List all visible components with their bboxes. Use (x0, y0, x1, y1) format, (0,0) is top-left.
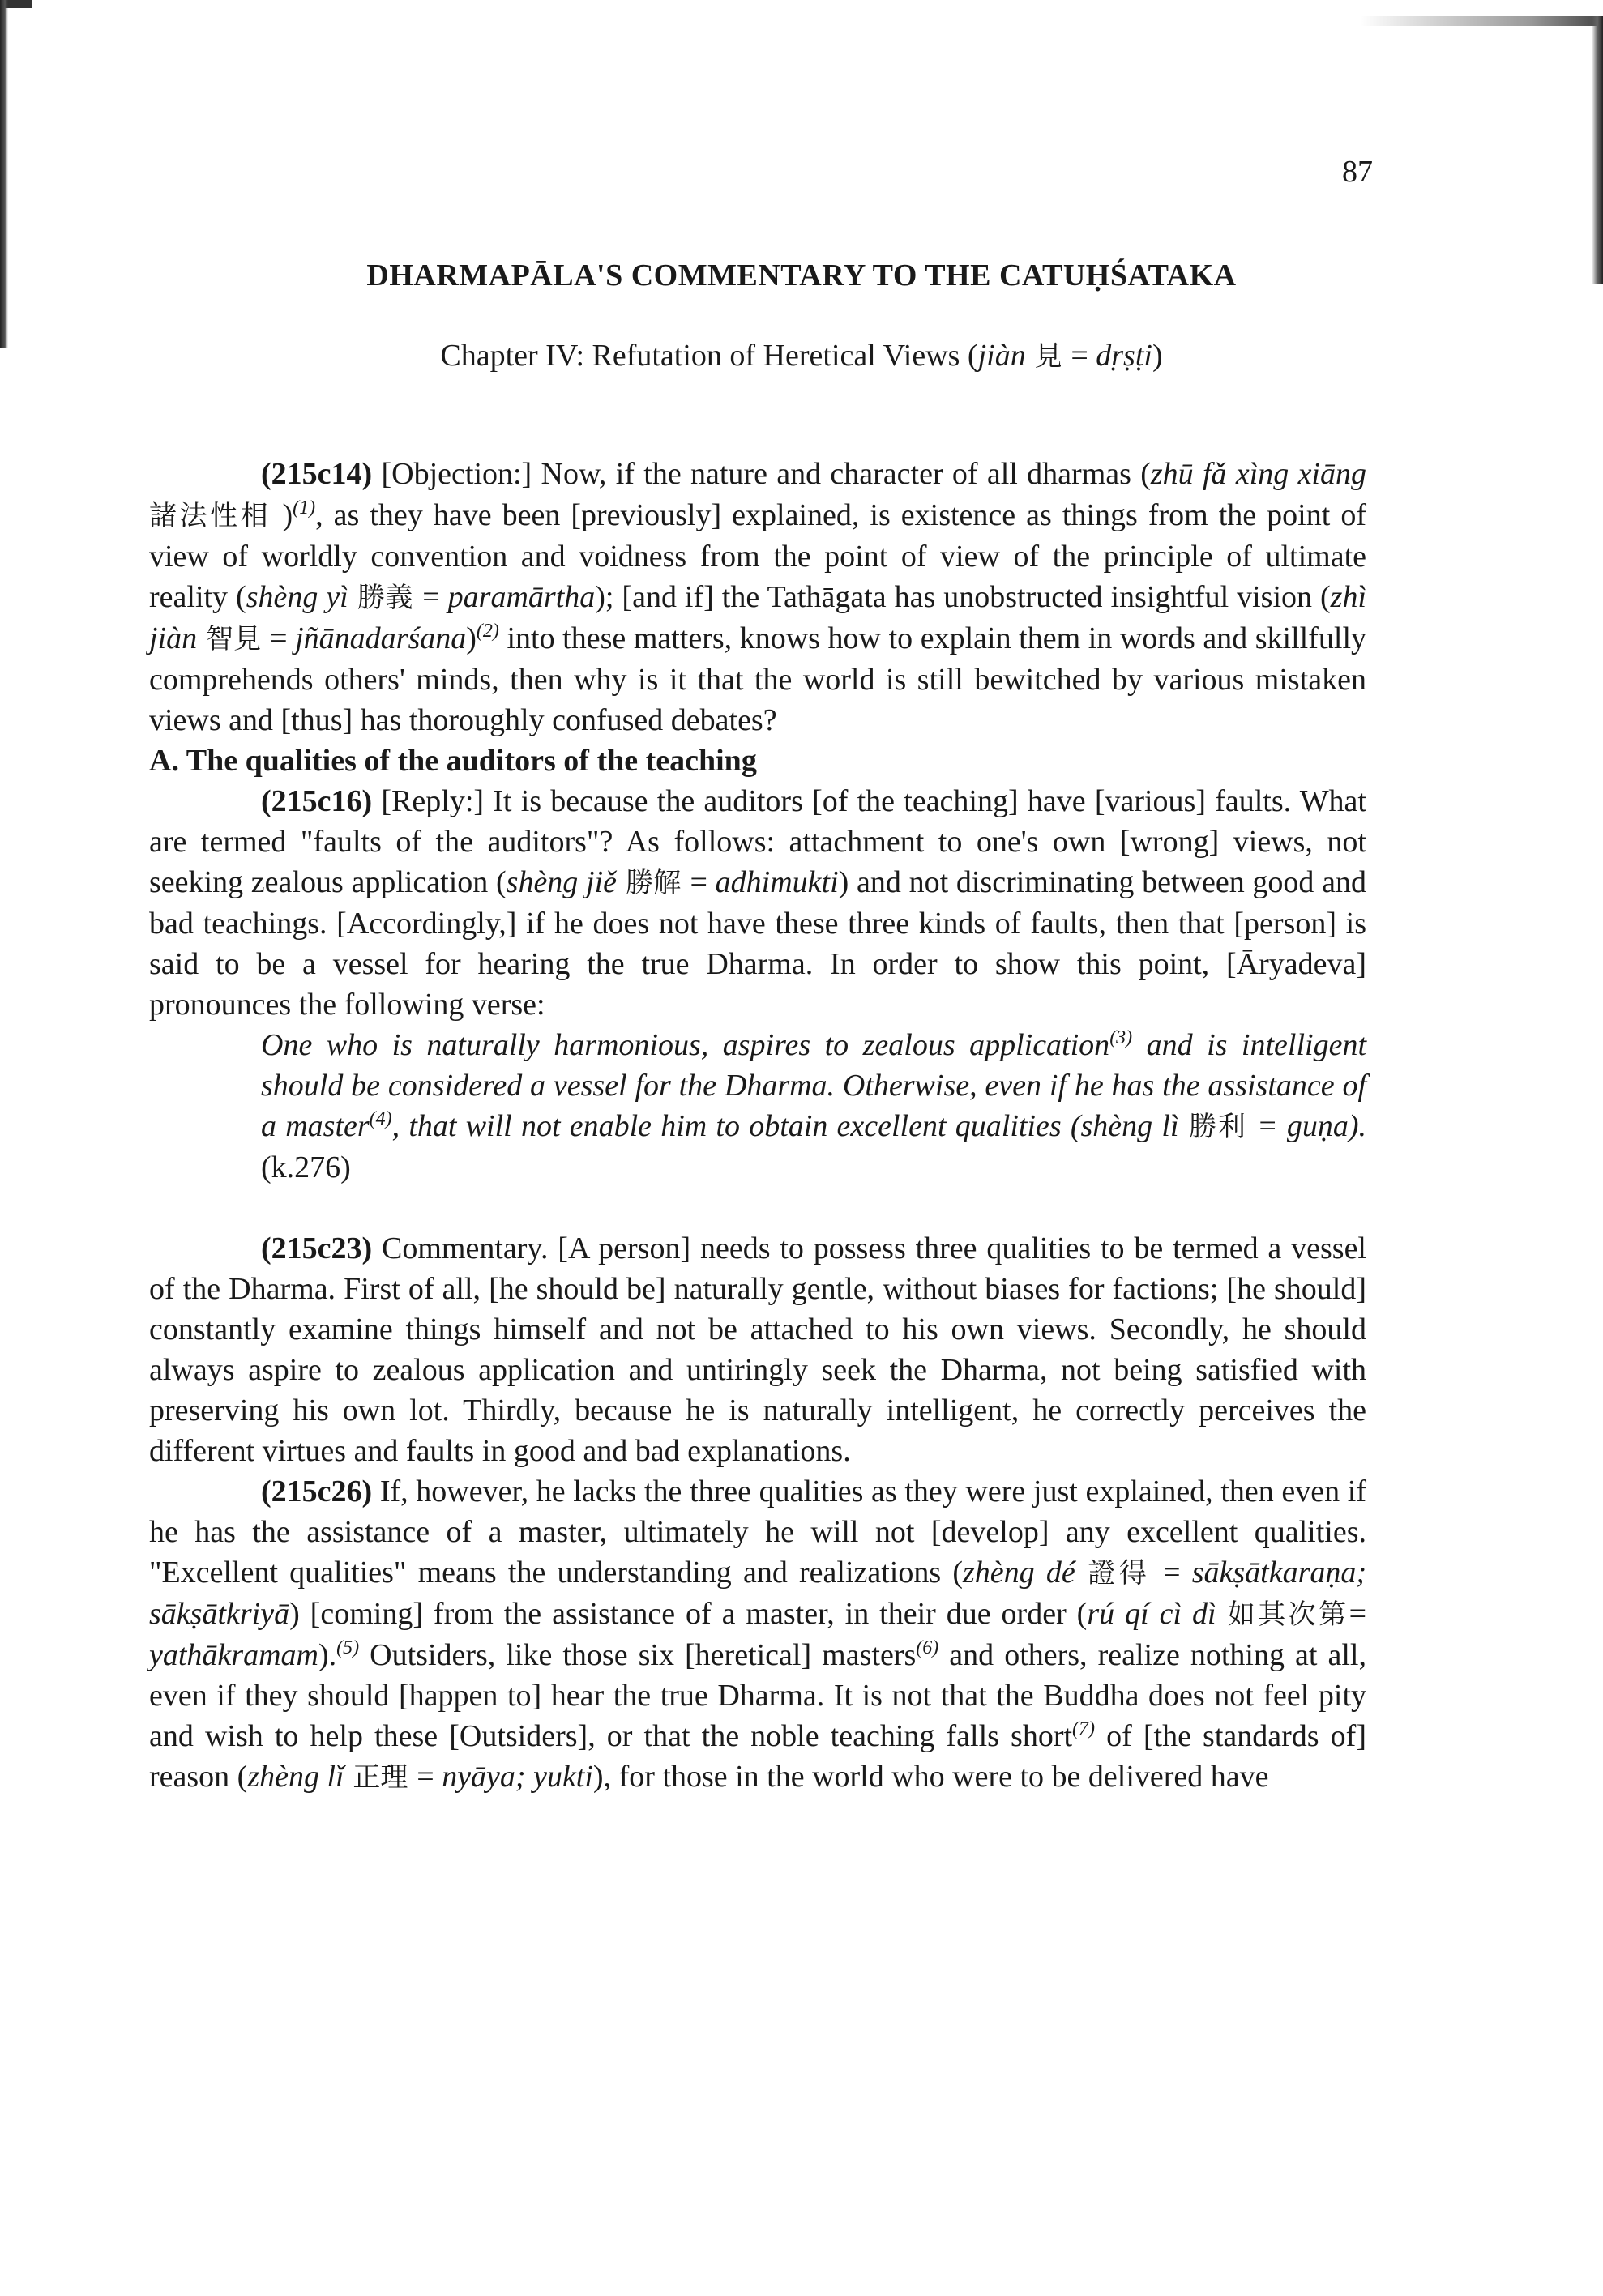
romanized-term: zhèng lǐ (247, 1760, 344, 1794)
text-run: ). (318, 1638, 337, 1672)
chapter-suffix: ) (1152, 339, 1163, 373)
paragraph-ref: (215c14) (261, 457, 373, 491)
paragraph-ref: (215c23) (261, 1231, 373, 1265)
text-run: of [the standards of] reason ( (149, 1719, 1366, 1794)
paragraph-215c26 (149, 1471, 1366, 1798)
romanized-term: shèng yì (246, 580, 348, 614)
text-run: ) [coming] from the assistance of a master, in their due order ( (289, 1597, 1088, 1631)
romanized-term: rú qí cì dì (1087, 1597, 1216, 1631)
scan-edge-right (1592, 16, 1603, 284)
chinese-term: 勝利 (1178, 1111, 1257, 1143)
footnote-marker: (5) (336, 1637, 360, 1658)
paragraph-215c14 (149, 454, 1366, 740)
paragraph-215c23 (149, 1228, 1366, 1471)
section-heading-a: A. The qualities of the auditors of the teaching (149, 744, 757, 778)
text-run: [Objection:] Now, if the nature and character of all dharmas ( (372, 457, 1151, 491)
romanized-term: zhèng dé (963, 1556, 1075, 1590)
footnote-marker: (2) (476, 621, 499, 642)
text-run: ), for those in the world who were to be delivered have (592, 1760, 1269, 1794)
body-text (149, 454, 1366, 1798)
text-run: = (270, 621, 296, 655)
paragraph-ref: (215c16) (261, 784, 373, 818)
sanskrit-term: nyāya; yukti (442, 1760, 593, 1794)
text-run: ) and not discriminating between good and bad teachings. [Accordingly,] if he does not have these three kinds of faults, then that [person] is said to be a vessel for hearing the true Dharma. In order to show this point, [Āryadeva] pronounces the following verse: (149, 865, 1366, 1022)
verse-text: = guṇa). (1256, 1109, 1366, 1143)
romanized-term: shèng jiě (506, 865, 618, 899)
text-run: = (1349, 1597, 1367, 1631)
sanskrit-term: paramārtha (447, 580, 596, 614)
chinese-term: 如其次第 (1216, 1598, 1349, 1631)
footnote-marker: (6) (916, 1637, 939, 1658)
sanskrit-term: yathākramam (149, 1638, 318, 1672)
text-run: into these matters, knows how to explain them in words and skillfully comprehends others' minds, then why is it that the world is still bewitched by various mistaken views and [thus] has thoroughly confused debates? (149, 621, 1366, 737)
chapter-prefix: Chapter IV: Refutation of Heretical Views ( (440, 339, 978, 373)
chapter-chinese: 見 (1025, 340, 1071, 373)
text-run: = (1163, 1556, 1192, 1590)
scan-edge-topright (1360, 16, 1603, 26)
chinese-term: 證得 (1075, 1557, 1164, 1590)
text-run: ) (466, 621, 477, 655)
chinese-term: 諸法性相 (149, 500, 283, 532)
text-run: ) (282, 498, 293, 532)
paragraph-ref: (215c26) (261, 1474, 373, 1509)
chapter-sanskrit: dṛṣṭi (1096, 339, 1152, 373)
text-run: ); [and if] the Tathāgata has unobstructed insightful vision ( (595, 580, 1331, 614)
romanized-term: zhū fǎ xìng xiāng (1150, 457, 1366, 491)
romanized-term: zhì jiàn (149, 580, 1367, 655)
paragraph-215c16 (149, 781, 1366, 1025)
footnote-marker: (7) (1072, 1718, 1096, 1739)
footnote-marker: (4) (369, 1108, 392, 1129)
verse-text: and is intelligent should be considered a vessel for the Dharma. Otherwise, even if he has the assistance of a master (261, 1028, 1366, 1143)
running-title: DHARMAPĀLA'S COMMENTARY TO THE CATUḤŚATAKA (366, 258, 1237, 292)
sanskrit-term: adhimukti (715, 865, 839, 899)
footnote-marker: (3) (1109, 1027, 1133, 1048)
text-run: Commentary. [A person] needs to possess three qualities to be termed a vessel of the Dharma. First of all, [he should be] naturally gentle, without biases for factions; [he should] constantly examine things himself and not be attached to his own views. Secondly, he should always aspire to zealous application and untiringly seek the Dharma, not being satisfied with preserving his own lot. Thirdly, because he is naturally intelligent, he correctly perceives the different virtues and faults in good and bad explanations. (149, 1231, 1366, 1468)
text-run: Outsiders, like those six [heretical] masters (359, 1638, 917, 1672)
chapter-equals: = (1071, 339, 1096, 373)
verse-text: , that will not enable him to obtain excellent qualities (shèng lì (391, 1109, 1179, 1143)
chinese-term: 智見 (197, 623, 271, 655)
text-run: and others, realize nothing at all, even if they should [happen to] hear the true Dharma. It is not that the Buddha does not feel pity and wish to help these [Outsiders], or that the noble teaching falls short (149, 1638, 1366, 1753)
chinese-term: 勝義 (348, 582, 423, 614)
page-number: 87 (1342, 155, 1373, 189)
karika-ref: (k.276) (261, 1150, 351, 1184)
chinese-term: 正理 (344, 1761, 417, 1794)
chapter-title (0, 334, 1603, 373)
text-run: = (417, 1760, 442, 1794)
text-run: If, however, he lacks the three qualities as they were just explained, then even if he has the assistance of a master, ultimately he will not [develop] any excellent qualities. "Excellent qualities" means the understanding and realizations ( (149, 1474, 1366, 1590)
scan-edge-left (0, 0, 8, 348)
verse-k276 (149, 1025, 1366, 1188)
sanskrit-term: sākṣātkaraṇa; sākṣātkriyā (149, 1556, 1367, 1631)
text-run: = (422, 580, 448, 614)
chapter-romanized: jiàn (977, 339, 1026, 373)
text-run: , as they have been [previously] explained, is existence as things from the point of view of worldly convention and voidness from the point of view of the principle of ultimate reality ( (149, 498, 1366, 614)
sanskrit-term: jñānadarśana (295, 621, 467, 655)
footnote-marker: (1) (293, 497, 316, 519)
verse-text: One who is naturally harmonious, aspires to zealous application (261, 1028, 1110, 1062)
text-run: = (690, 865, 716, 899)
text-run: [Reply:] It is because the auditors [of the teaching] have [various] faults. What are termed "faults of the auditors"? As follows: attachment to one's own [wrong] views, not seeking zealous application ( (149, 784, 1366, 899)
chinese-term: 勝解 (617, 867, 690, 899)
